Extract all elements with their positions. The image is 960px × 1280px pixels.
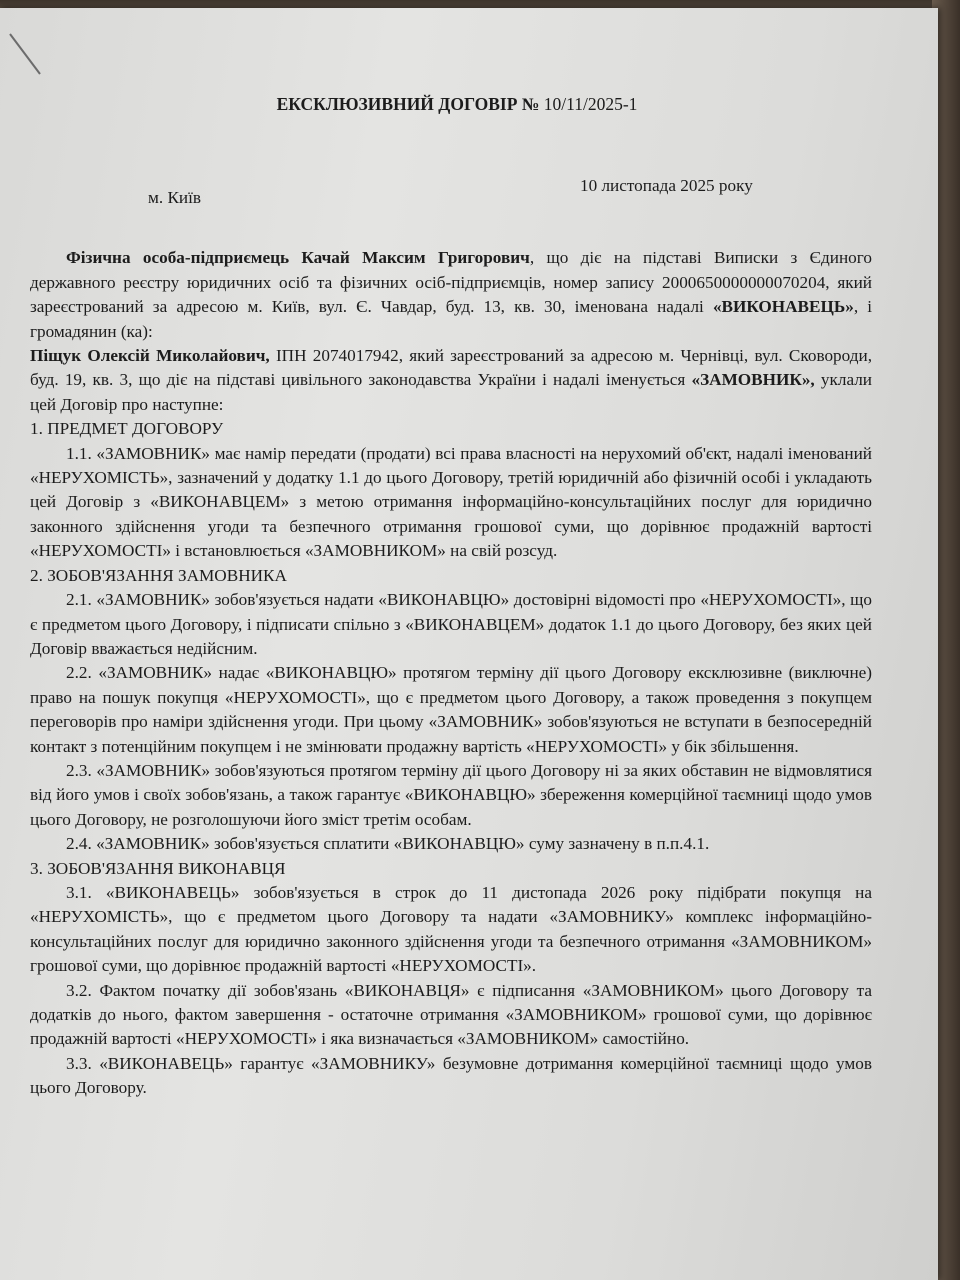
clause-2-3: 2.3. «ЗАМОВНИК» зобов'язуються протягом терміну дії цього Договору ні за яких обставин не відмовлятися від його умов і своїх зобов'язань, а також гарантує «ВИКОНАВЦЮ» збереження комерційної таємниці щодо умов цього Договору, не розголошуючи його зміст третім особам. <box>30 760 872 829</box>
section-1 <box>30 417 872 563</box>
clause-1-1: 1.1. «ЗАМОВНИК» має намір передати (продати) всі права власності на нерухомий об'єкт, надалі іменований «НЕРУХОМІСТЬ», зазначений у додатку 1.1 до цього Договору, третій юридичній або фізичній особі і укладають цей Договір з «ВИКОНАВЦЕМ» з метою отримання інформаційно-консультаційних послуг для юридично законного здійснення угоди та безпечного отримання грошової суми, що дорівнює продажній вартості «НЕРУХОМОСТІ» і встановлюється «ЗАМОВНИКОМ» на свій розсуд. <box>30 443 872 561</box>
section-2 <box>30 564 872 857</box>
document-page <box>0 8 938 1280</box>
section-title: 3. ЗОБОВ'ЯЗАННЯ ВИКОНАВЦЯ <box>30 858 286 878</box>
party1-name: Фізична особа-підприємець Качай Максим Григорович <box>66 248 530 268</box>
contract-number: 10/11/2025-1 <box>543 94 638 114</box>
clause-2-4: 2.4. «ЗАМОВНИК» зобов'язується сплатити «ВИКОНАВЦЮ» суму зазначену в п.п.4.1. <box>66 834 710 854</box>
parties-paragraph <box>30 246 872 344</box>
party2-tail: уклали цей Договір про наступне: <box>30 370 872 414</box>
clause-3-1: 3.1. «ВИКОНАВЕЦЬ» зобов'язується в строк до 11 дистопада 2026 року підібрати покупця на «НЕРУХОМІСТЬ», що є предметом цього Договору та надати «ЗАМОВНИКУ» комплекс інформаційно-консультаційних послуг для юридично законного здійснення угоди та безпечного отримання «ЗАМОВНИКОМ» грошової суми, що дорівнює продажній вартості «НЕРУХОМОСТІ». <box>30 882 872 976</box>
party2-paragraph <box>30 344 872 417</box>
contract-city: м. Київ <box>148 188 202 208</box>
contract-title-label: ЕКСКЛЮЗИВНИЙ ДОГОВІР № <box>276 94 540 114</box>
party1-text: , що діє на підставі Виписки з Єдиного державного реєстру юридичних осіб та фізичних осіб-підприємців, номер запису 2000650000000070204, який зареєстрований за адресою м. Київ, вул. Є. Чавдар, буд. 13, кв. 30, іменована надалі <box>30 248 872 317</box>
clause-3-2: 3.2. Фактом початку дії зобов'язань «ВИКОНАВЦЯ» є підписання «ЗАМОВНИКОМ» цього Договору та додатків до нього, фактом завершення - остаточне отримання «ЗАМОВНИКОМ» грошової суми, що дорівнює продажній вартості «НЕРУХОМОСТІ» і яка визначається «ЗАМОВНИКОМ» самостійно. <box>30 980 872 1049</box>
party1-alias: «ВИКОНАВЕЦЬ» <box>712 297 854 317</box>
pen-stroke-mark <box>6 28 46 78</box>
section-title: 1. ПРЕДМЕТ ДОГОВОРУ <box>30 419 224 439</box>
parties-intro <box>30 246 872 417</box>
contract-date: 10 листопада 2025 року <box>580 176 753 196</box>
section-3 <box>30 857 872 1101</box>
contract-title <box>30 92 872 116</box>
clause-2-1: 2.1. «ЗАМОВНИК» зобов'язується надати «ВИКОНАВЦЮ» достовірні відомості про «НЕРУХОМОСТІ», що є предметом цього Договору, і підписати спільно з «ВИКОНАВЦЕМ» додаток 1.1 до цього Договору, без яких цей Договір вважається недійсним. <box>30 590 872 658</box>
party1-tail: , і громадянин (ка): <box>30 297 872 341</box>
clause-2-2: 2.2. «ЗАМОВНИК» надає «ВИКОНАВЦЮ» протягом терміну дії цього Договору ексклюзивне (виключне) право на пошук покупця «НЕРУХОМОСТІ», що є предметом цього Договору, а також проведення з покупцем переговорів про наміри здійснення угоди. При цьому «ЗАМОВНИК» зобов'язуються не вступати в безпосередній контакт з потенційним покупцем і не змінювати продажну вартість «НЕРУХОМОСТІ» у бік збільшення. <box>30 663 872 756</box>
place-date-row <box>30 116 872 208</box>
party2-alias: «ЗАМОВНИК», <box>691 370 815 390</box>
clause-3-3: 3.3. «ВИКОНАВЕЦЬ» гарантує «ЗАМОВНИКУ» безумовне дотримання комерційної таємниці щодо умов цього Договору. <box>30 1053 872 1098</box>
party2-text: ІПН 2074017942, який зареєстрований за адресою м. Чернівці, вул. Сковороди, буд. 19, кв. 3, що діє на підставі цивільного законодавства України і надалі іменується <box>30 346 872 390</box>
party2-name: Піщук Олексій Миколайович, <box>30 346 270 366</box>
contract-text <box>30 88 872 1101</box>
section-title: 2. ЗОБОВ'ЯЗАННЯ ЗАМОВНИКА <box>30 565 287 585</box>
